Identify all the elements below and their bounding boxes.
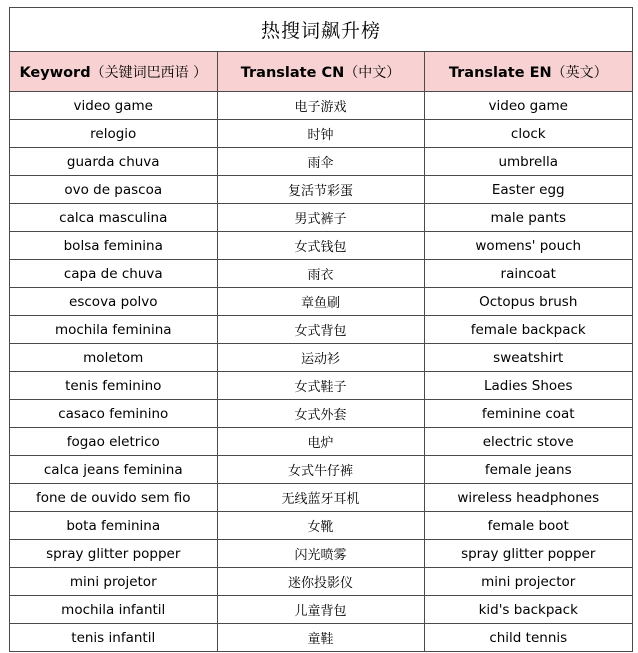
table-row bbox=[10, 148, 632, 176]
keyword-cell: tenis feminino bbox=[10, 372, 217, 400]
table-row bbox=[10, 120, 632, 148]
translate-en-cell: mini projector bbox=[424, 568, 632, 596]
translate-en-cell: kid's backpack bbox=[424, 596, 632, 624]
header-translate-cn-zh: （中文） bbox=[344, 64, 401, 81]
keyword-cell: video game bbox=[10, 92, 217, 120]
table-row bbox=[10, 372, 632, 400]
translate-en-cell: female boot bbox=[424, 512, 632, 540]
table-row bbox=[10, 596, 632, 624]
keyword-table-sheet bbox=[9, 7, 633, 652]
header-translate-en bbox=[424, 52, 632, 92]
translate-cn-cell: 电子游戏 bbox=[217, 92, 424, 120]
table-title: 热搜词飙升榜 bbox=[10, 8, 632, 52]
table-row bbox=[10, 204, 632, 232]
translate-en-cell: sweatshirt bbox=[424, 344, 632, 372]
translate-cn-cell: 雨衣 bbox=[217, 260, 424, 288]
table-row bbox=[10, 428, 632, 456]
table-row bbox=[10, 568, 632, 596]
translate-cn-cell: 时钟 bbox=[217, 120, 424, 148]
translate-en-cell: raincoat bbox=[424, 260, 632, 288]
keyword-cell: bota feminina bbox=[10, 512, 217, 540]
keyword-cell: mini projetor bbox=[10, 568, 217, 596]
keyword-cell: spray glitter popper bbox=[10, 540, 217, 568]
header-row bbox=[10, 52, 632, 92]
translate-en-cell: female jeans bbox=[424, 456, 632, 484]
keyword-cell: tenis infantil bbox=[10, 624, 217, 652]
translate-en-cell: Octopus brush bbox=[424, 288, 632, 316]
table-row bbox=[10, 316, 632, 344]
header-translate-en-zh: （英文） bbox=[551, 64, 608, 81]
translate-en-cell: electric stove bbox=[424, 428, 632, 456]
table-row bbox=[10, 400, 632, 428]
translate-cn-cell: 女式外套 bbox=[217, 400, 424, 428]
header-keyword bbox=[10, 52, 217, 92]
keyword-cell: guarda chuva bbox=[10, 148, 217, 176]
table-row bbox=[10, 456, 632, 484]
translate-cn-cell: 童鞋 bbox=[217, 624, 424, 652]
table-row bbox=[10, 92, 632, 120]
table-row bbox=[10, 540, 632, 568]
translate-en-cell: video game bbox=[424, 92, 632, 120]
header-keyword-zh: （关键词巴西语 ） bbox=[90, 64, 208, 81]
table-row bbox=[10, 344, 632, 372]
keyword-cell: fogao eletrico bbox=[10, 428, 217, 456]
table-row bbox=[10, 232, 632, 260]
header-translate-cn-en: Translate CN bbox=[240, 64, 345, 81]
keyword-cell: bolsa feminina bbox=[10, 232, 217, 260]
translate-en-cell: Ladies Shoes bbox=[424, 372, 632, 400]
translate-cn-cell: 运动衫 bbox=[217, 344, 424, 372]
table-row bbox=[10, 288, 632, 316]
keyword-cell: moletom bbox=[10, 344, 217, 372]
header-keyword-en: Keyword bbox=[19, 64, 91, 81]
translate-en-cell: female backpack bbox=[424, 316, 632, 344]
table-row bbox=[10, 512, 632, 540]
translate-cn-cell: 章鱼刷 bbox=[217, 288, 424, 316]
translate-cn-cell: 女式牛仔裤 bbox=[217, 456, 424, 484]
translate-cn-cell: 女靴 bbox=[217, 512, 424, 540]
table-row bbox=[10, 484, 632, 512]
translate-en-cell: feminine coat bbox=[424, 400, 632, 428]
translate-cn-cell: 儿童背包 bbox=[217, 596, 424, 624]
translate-cn-cell: 迷你投影仪 bbox=[217, 568, 424, 596]
translate-en-cell: child tennis bbox=[489, 629, 568, 646]
keyword-cell: relogio bbox=[10, 120, 217, 148]
translate-cn-cell: 无线蓝牙耳机 bbox=[217, 484, 424, 512]
keyword-cell: capa de chuva bbox=[10, 260, 217, 288]
keyword-cell: ovo de pascoa bbox=[10, 176, 217, 204]
translate-cn-cell: 女式钱包 bbox=[217, 232, 424, 260]
translate-cn-cell: 男式裤子 bbox=[217, 204, 424, 232]
header-translate-cn bbox=[217, 52, 424, 92]
table-body bbox=[10, 92, 632, 652]
translate-en-cell: wireless headphones bbox=[424, 484, 632, 512]
keyword-cell: mochila feminina bbox=[10, 316, 217, 344]
translate-en-cell: Easter egg bbox=[424, 176, 632, 204]
translate-en-cell: spray glitter popper bbox=[424, 540, 632, 568]
translate-cn-cell: 雨伞 bbox=[217, 148, 424, 176]
translate-cn-cell: 闪光喷雾 bbox=[217, 540, 424, 568]
table-row bbox=[10, 176, 632, 204]
keyword-cell: escova polvo bbox=[10, 288, 217, 316]
keyword-cell: calca masculina bbox=[10, 204, 217, 232]
table-row bbox=[10, 260, 632, 288]
translate-cn-cell: 复活节彩蛋 bbox=[217, 176, 424, 204]
translate-en-cell: womens' pouch bbox=[424, 232, 632, 260]
translate-en-cell: clock bbox=[424, 120, 632, 148]
keyword-table bbox=[10, 52, 632, 651]
keyword-cell: fone de ouvido sem fio bbox=[10, 484, 217, 512]
keyword-cell: calca jeans feminina bbox=[10, 456, 217, 484]
translate-en-cell: umbrella bbox=[424, 148, 632, 176]
translate-cn-cell: 电炉 bbox=[217, 428, 424, 456]
keyword-cell: casaco feminino bbox=[10, 400, 217, 428]
translate-cn-cell: 女式背包 bbox=[217, 316, 424, 344]
table-row bbox=[10, 624, 632, 652]
translate-en-cell: male pants bbox=[424, 204, 632, 232]
header-translate-en-en: Translate EN bbox=[448, 64, 552, 81]
translate-cn-cell: 女式鞋子 bbox=[217, 372, 424, 400]
keyword-cell: mochila infantil bbox=[10, 596, 217, 624]
